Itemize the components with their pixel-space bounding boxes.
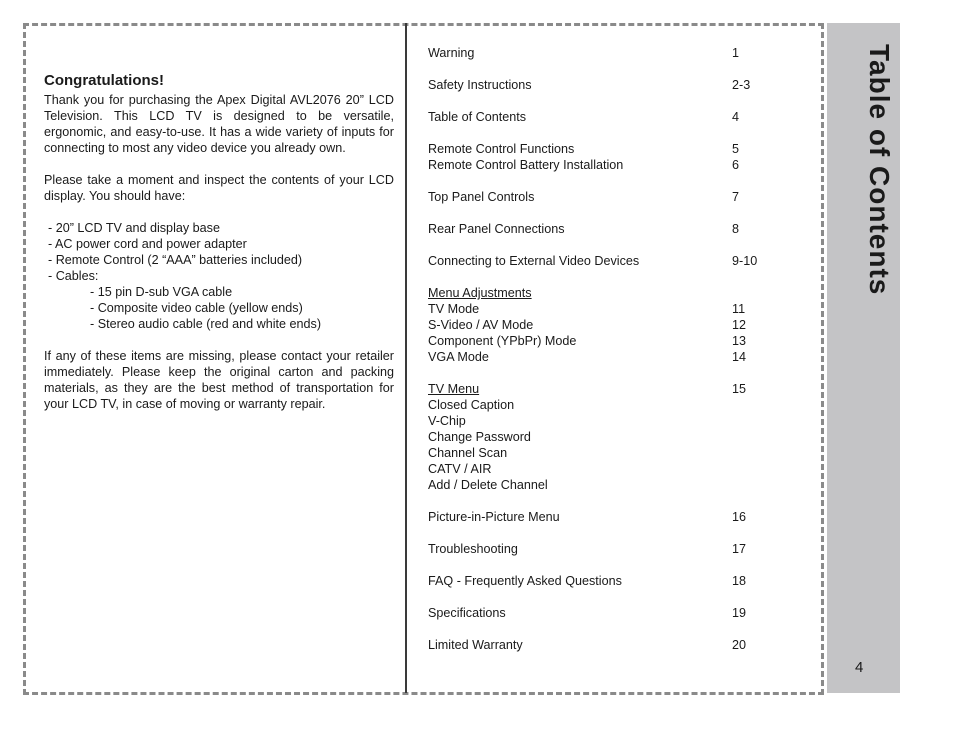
toc-page: 2-3 [732, 78, 751, 92]
toc-entry[interactable] [428, 109, 788, 125]
toc-title: S-Video / AV Mode [428, 318, 534, 332]
toc-page: 17 [732, 542, 747, 556]
intro-column [44, 72, 394, 412]
toc-list [428, 45, 788, 653]
toc-title: Closed Caption [428, 398, 515, 412]
toc-title: Remote Control Functions [428, 142, 575, 156]
toc-entry[interactable] [428, 477, 788, 493]
toc-entry[interactable] [428, 637, 788, 653]
toc-page: 14 [732, 350, 747, 364]
toc-entry[interactable] [428, 541, 788, 557]
toc-entry[interactable] [428, 461, 788, 477]
toc-title: TV Mode [428, 302, 480, 316]
toc-page: 15 [732, 382, 747, 396]
toc-page: 16 [732, 510, 747, 524]
cable-item: - Stereo audio cable (red and white ends) [90, 317, 322, 331]
toc-title: Rear Panel Connections [428, 222, 565, 236]
toc-section-heading[interactable] [428, 381, 788, 397]
toc-entry[interactable] [428, 413, 788, 429]
toc-title: TV Menu [428, 382, 480, 396]
toc-entry[interactable] [428, 397, 788, 413]
intro-paragraph-1: Thank you for purchasing the Apex Digital AVL2076 20” LCD Television. This LCD TV is designed to be versatile, ergonomic, and easy-to-use. It has a wide variety of inputs for connecting to most any video device you already own. [44, 93, 394, 155]
toc-entry[interactable] [428, 573, 788, 589]
toc-entry[interactable] [428, 157, 788, 173]
toc-page: 12 [732, 318, 747, 332]
toc-entry[interactable] [428, 141, 788, 157]
intro-paragraph-2: Please take a moment and inspect the contents of your LCD display. You should have: [44, 173, 394, 203]
toc-title: Troubleshooting [428, 542, 518, 556]
toc-entry[interactable] [428, 349, 788, 365]
cable-item: - Composite video cable (yellow ends) [90, 301, 303, 315]
toc-page: 5 [732, 142, 740, 156]
toc-entry[interactable] [428, 317, 788, 333]
toc-title: Warning [428, 46, 475, 60]
cable-item: - 15 pin D-sub VGA cable [90, 285, 233, 299]
contents-item: - AC power cord and power adapter [48, 237, 247, 251]
toc-title: FAQ - Frequently Asked Questions [428, 574, 622, 588]
contents-item: - 20” LCD TV and display base [48, 221, 220, 235]
toc-page: 20 [732, 638, 747, 652]
toc-entry[interactable] [428, 253, 788, 269]
toc-title: Table of Contents [428, 110, 527, 124]
toc-page: 19 [732, 606, 747, 620]
toc-title: Menu Adjustments [428, 286, 532, 300]
toc-title: CATV / AIR [428, 462, 492, 476]
toc-title: Top Panel Controls [428, 190, 535, 204]
toc-entry[interactable] [428, 445, 788, 461]
toc-title: Limited Warranty [428, 638, 523, 652]
column-divider [405, 23, 407, 693]
toc-page: 4 [732, 110, 740, 124]
toc-title: Channel Scan [428, 446, 508, 460]
toc-entry[interactable] [428, 301, 788, 317]
intro-paragraph-3: If any of these items are missing, please contact your retailer immediately. Please keep the original carton and packing materials, as they are the best method of transportation for your LCD TV, in case of moving or warranty repair. [44, 349, 394, 411]
toc-page: 6 [732, 158, 740, 172]
toc-title: V-Chip [428, 414, 466, 428]
toc-page: 7 [732, 190, 740, 204]
toc-entry[interactable] [428, 77, 788, 93]
toc-page: 9-10 [732, 254, 758, 268]
toc-section-heading[interactable] [428, 285, 788, 301]
toc-title: Component (YPbPr) Mode [428, 334, 577, 348]
toc-title: VGA Mode [428, 350, 489, 364]
toc-entry[interactable] [428, 189, 788, 205]
toc-page: 8 [732, 222, 740, 236]
toc-entry[interactable] [428, 221, 788, 237]
toc-title: Remote Control Battery Installation [428, 158, 624, 172]
contents-item: - Remote Control (2 “AAA” batteries included) [48, 253, 303, 267]
toc-page: 18 [732, 574, 747, 588]
toc-title: Picture-in-Picture Menu [428, 510, 560, 524]
toc-title: Specifications [428, 606, 506, 620]
toc-entry[interactable] [428, 45, 788, 61]
toc-entry[interactable] [428, 333, 788, 349]
page-number: 4 [855, 659, 864, 676]
toc-entry[interactable] [428, 605, 788, 621]
toc-page: 1 [732, 46, 740, 60]
toc-title: Add / Delete Channel [428, 478, 548, 492]
intro-heading: Congratulations! [44, 72, 164, 89]
toc-entry[interactable] [428, 509, 788, 525]
contents-item: - Cables: [48, 269, 99, 283]
toc-entry[interactable] [428, 429, 788, 445]
toc-title: Change Password [428, 430, 531, 444]
toc-title: Safety Instructions [428, 78, 532, 92]
side-tab-title: Table of Contents [864, 44, 895, 296]
toc-page: 13 [732, 334, 747, 348]
toc-page: 11 [732, 302, 746, 316]
toc-title: Connecting to External Video Devices [428, 254, 640, 268]
